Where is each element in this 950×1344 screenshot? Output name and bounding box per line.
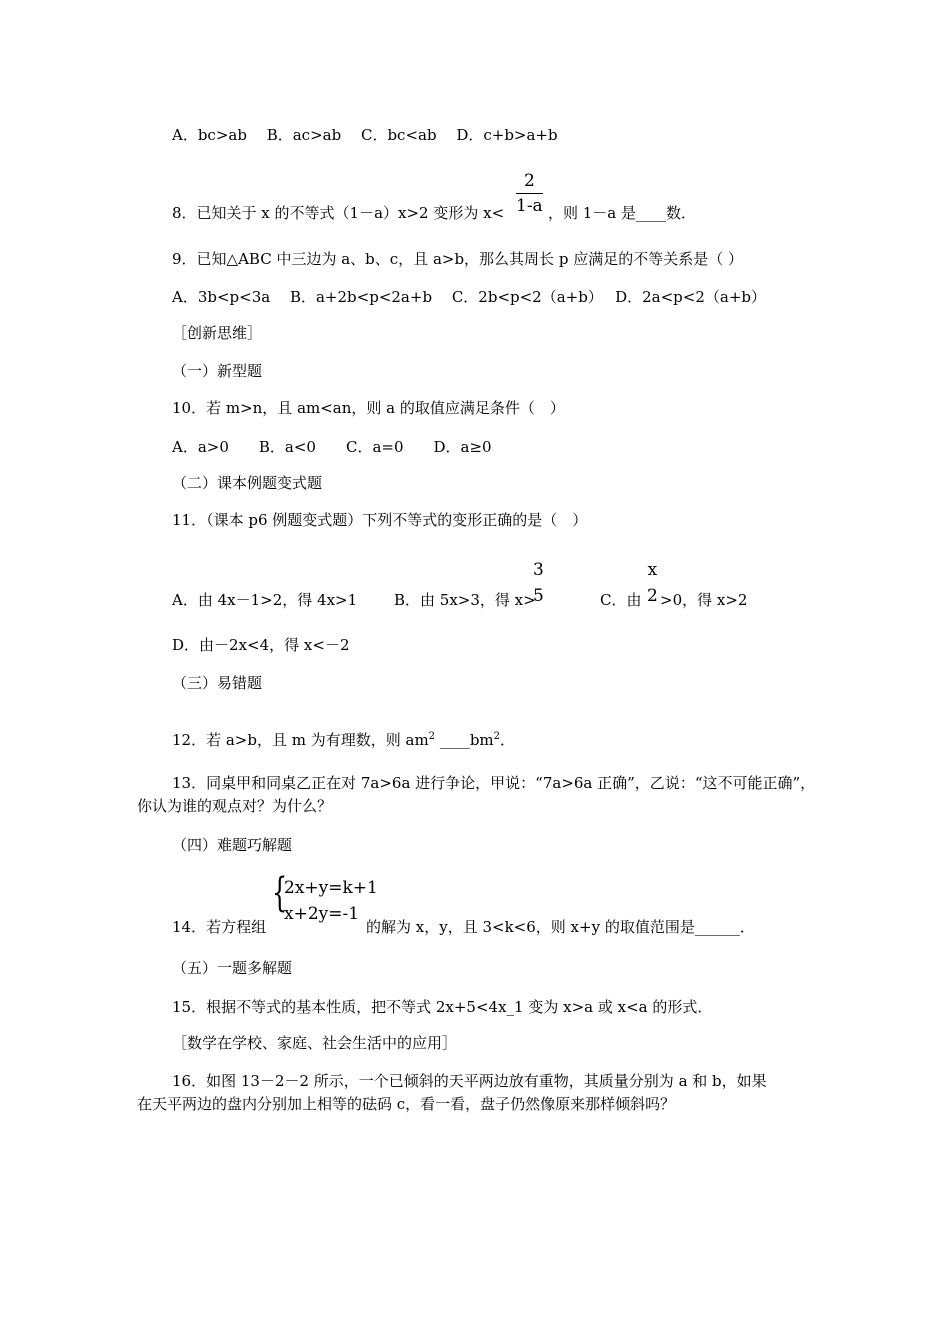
q11-option-b-fraction	[533, 560, 544, 606]
q11-option-c-text: C．由	[600, 591, 642, 609]
q11-option-c-fraction	[647, 560, 658, 606]
q12-question	[172, 727, 515, 750]
q11-option-d: D．由－2x<4，得 x<－2	[172, 636, 350, 654]
q11-b-denominator: 5	[533, 586, 544, 606]
q12-exponent-2: 2	[493, 731, 501, 742]
q8-fraction	[516, 171, 543, 216]
subsection-multi-solution: （五）一题多解题	[172, 959, 293, 977]
q10-options: A．a>0 B．a<0 C．a=0 D．a≥0	[172, 438, 492, 456]
q8-suffix: ，则 1－a 是____数．	[548, 204, 697, 222]
q15-question: 15．根据不等式的基本性质，把不等式 2x+5<4x_1 变为 x>a 或 x<a 的形式．	[172, 998, 713, 1016]
q12-middle: ____bm	[435, 731, 494, 749]
q13-line-1: 13．同桌甲和同桌乙正在对 7a>6a 进行争论，甲说：“7a>6a 正确”，乙说：“这不可能正确”，	[172, 774, 816, 792]
q14-prefix: 14．若方程组	[172, 918, 267, 936]
q14-system	[284, 875, 378, 927]
q11-c-denominator: 2	[647, 586, 658, 606]
q14-equation-1: 2x+y=k+1	[284, 878, 378, 898]
q12-suffix: ．	[500, 731, 516, 749]
q11-question: 11．（课本 p6 例题变式题）下列不等式的变形正确的是（ ）	[172, 511, 588, 529]
subsection-difficult: （四）难题巧解题	[172, 836, 293, 854]
q7-options: A．bc>ab B．ac>ab C．bc<ab D．c+b>a+b	[172, 126, 558, 144]
section-application: ［数学在学校、家庭、社会生活中的应用］	[172, 1034, 458, 1052]
q9-options: A．3b<p<3a B．a+2b<p<2a+b C．2b<p<2（a+b） D．2a<p<2（a+b）	[172, 288, 767, 306]
q9-question: 9．已知△ABC 中三边为 a、b、c，且 a>b，那么其周长 p 应满足的不等关系是（ ）	[172, 250, 743, 268]
q11-option-c-suffix: >0，得 x>2	[660, 591, 748, 609]
subsection-textbook: （二）课本例题变式题	[172, 474, 323, 492]
q11-c-numerator: x	[647, 560, 658, 580]
q10-question: 10．若 m>n，且 am<an，则 a 的取值应满足条件（ ）	[172, 399, 565, 417]
q12-prefix: 12．若 a>b，且 m 为有理数，则 am	[172, 731, 429, 749]
section-innovation: ［创新思维］	[172, 324, 263, 342]
q14-suffix: 的解为 x，y，且 3<k<6，则 x+y 的取值范围是______．	[366, 918, 755, 936]
q16-line-2: 在天平两边的盘内分别加上相等的砝码 c，看一看，盘子仍然像原来那样倾斜吗？	[137, 1095, 676, 1113]
subsection-new-type: （一）新型题	[172, 362, 263, 380]
q14-brace: {	[272, 870, 288, 916]
q16-line-1: 16．如图 13－2－2 所示，一个已倾斜的天平两边放有重物，其质量分别为 a 和 b，如果	[172, 1072, 767, 1090]
q14-equation-2: x+2y=-1	[284, 904, 360, 924]
q12-exponent-1: 2	[428, 731, 436, 742]
q8-fraction-denominator: 1-a	[516, 196, 543, 216]
q13-line-2: 你认为谁的观点对？为什么？	[137, 797, 333, 815]
q8-fraction-numerator: 2	[516, 171, 543, 194]
subsection-error-prone: （三）易错题	[172, 674, 263, 692]
q11-option-b-text: B．由 5x>3，得 x>	[394, 591, 536, 609]
q11-b-numerator: 3	[533, 560, 544, 580]
q8-prefix: 8．已知关于 x 的不等式（1－a）x>2 变形为 x<	[172, 204, 505, 222]
q11-option-a: A．由 4x－1>2，得 4x>1	[172, 591, 358, 609]
